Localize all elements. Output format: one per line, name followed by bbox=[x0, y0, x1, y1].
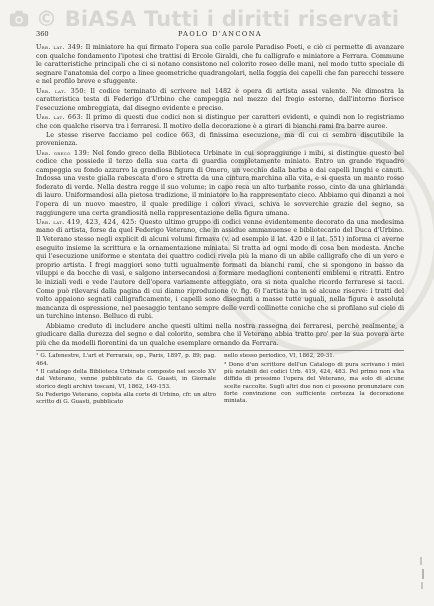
footnote: nello stesso periodico, VI, 1862, 20-31. bbox=[224, 353, 335, 360]
paragraph-lead: Urb. lat. 663: bbox=[36, 112, 84, 121]
paragraph-text: Il codice terminato di scrivere nel 1482 è opera di artista assai valente. Ne dimostra la caratteristica testa di Federigo d'Urbino che campeggia nel mezzo del fregio esterno, dall'intorno fiorisce l'esecuzione ombreggiata, dal disegno evidente e preciso. bbox=[36, 86, 404, 112]
paragraph-urb-663 bbox=[36, 113, 404, 130]
watermark-text: © BiASA Tutti i diritti riservati bbox=[36, 7, 400, 31]
paragraph-lead: Urb. greco 139: bbox=[36, 148, 90, 157]
footnotes-right-column bbox=[224, 353, 404, 407]
binding-edge-marks bbox=[418, 555, 426, 591]
footnote: ³ Dono d'un scrittore dell'un Catalogo di pura scrivano i miei più notabili dei codici Urb. 419, 424, 483. Pel primo non s'ha diffida di prossimo l'opera del Veterano, ma solo di alcune scelte raccolte. Sugli altri due non ci possono pronunziare con forte convinzione con sufficiente certezza la decorazione miniata. bbox=[224, 361, 404, 405]
footnote: ² Il catalogo della Biblioteca Urbinate composto nel secolo XV dal Veterano, venne pubblicato da G. Guasti, in Giornale storico degli archivi toscani, VI, 1862, 149-153. bbox=[36, 368, 216, 390]
paragraph-riserve bbox=[36, 131, 404, 148]
paragraph-urb-349 bbox=[36, 43, 404, 86]
footnote: ¹ G. Lafenestre, L'art et Ferrarais, op., Paris, 1897, p. 89; pag. 464. bbox=[36, 353, 216, 367]
paragraph-urb-greco-139 bbox=[36, 149, 404, 218]
page-header bbox=[36, 30, 404, 40]
paragraph-text: Abbiamo creduto di includere anche questi ultimi nella nostra rassegna dei ferraresi, perchè realmente, a giudicare dalla durezza del segno e dal colorito, sembra che il Veterano abbia tratto pro' per la sua povera arte più che da modelli fiorentini da un qualche esemplare ornando da Ferrara. bbox=[36, 321, 404, 347]
footnotes-left-column bbox=[36, 353, 216, 407]
camera-icon bbox=[8, 8, 30, 30]
paragraph-text: Nel fondo greco della Biblioteca Urbinate in cui sopraggiunge i mibi, si distingue questo bel codice che possiede il terzo della sua carta di guardia completamente miniato. Entro un grande riquadro campeggia su fondo azzurro la grandiosa figura di Omero, un vecchio dalla barba e dai capelli lunghi e canuti. Indossa una veste gialla rabescata d'oro e stretta da una cintura marchina alla vita, e si questa un manto rosso foderato di verde. Nella destra regge il suo volume; in capo reca un alto turbante rosso, cinto da una ghirlanda di lauro. Uniformandosi alla pietosa tradizione, il miniatore lo ha rappresentato cieco. Abbiamo qui dinanzi a noi l'opera di un nuovo maestro, il quale predilige i colori vivaci, schiva le sovverchie grazie del segno, sa raggiungere una certa grandiosità nella rappresentazione della figura umana. bbox=[36, 148, 404, 217]
document-page bbox=[36, 30, 404, 407]
footnote-rule bbox=[36, 350, 404, 351]
paragraph-lead: Urb. lat. 349: bbox=[36, 43, 84, 51]
paragraph-text: Questo ultimo gruppo di codici venne evidentemente decorato da una medesima mano di artista, forse da quel Federigo Veterano, che in assidue ammanuense e bibliotecario del Duca d'Urbino. Il Veterano stesso negli explicit di alcuni volumi firmava (v. ad esempio il lat. 420 e il lat. 551) informa ci averne eseguito insieme la scrittura e la ornamentazione miniata. Si tratta ad ogni modo di cosa ben modesta. Anche qui l'esecuzione uniforme e stentata dei quattro codici rivela più la mano di un abile calligrafo che di un vero e proprio artista. I fregi maggiori sono tutti ugualmente formati da bianchi rami, che si spongono in basso da viluppi e da bocche di vasi, e salgono intersecandosi a formare medaglioni contenenti emblemi e ritratti. Entro le iniziali vedi e vede l'autore dell'opera variamente atteggiato, ora si nota qualche ricordo ferrarese si tacci. Come può rilevarsi dalla pagina di cui diamo riproduzione (v. fig. 6) l'artista ha in sé alcune riserve: i tratti del volto appaiono segnati calligraficamente, i capelli sono disegnati a masse tutte uguali, nella figura è assoluta mancanza di espressione, nel paesaggio tentano sempre delle verdi collinette coniche che si profilano sul cielo di un turchino intenso. Belluco di rubi. bbox=[36, 217, 404, 321]
footnote: Su Federigo Veterano, copista alla corte di Urbino, cfr. un altro scritto di G. Guasti, pubblicato bbox=[36, 391, 216, 406]
paragraph-lead: Urb. lat. 350: bbox=[36, 86, 87, 95]
paragraph-text: Le stesse riserve facciamo pel codice 663, di finissima esecuzione, ma di cui ci sembra discutibile la provenienza. bbox=[36, 130, 404, 148]
footnotes bbox=[36, 353, 404, 407]
paragraph-lead: Urb. lat. 419, 423, 424, 425: bbox=[36, 217, 137, 226]
paragraph-text: Il miniatore ha qui firmato l'opera sua colle parole Paradiso Poeti, e ciò ci permette di avanzare con qualche fondamento l'ipotesi che trattisi di Ercole Giraldi, che fu calligrafo e miniatore a Ferrara. Commune le caratteristiche principali che ci si notano consistono nel colorito roseo delle mani, nel modo tutto speciale di segnare l'anatomia del corpo a linee geometriche quadrangolari, nella foggia dei capelli che fan parecchi tessere e nel profilo breve e sfuggente. bbox=[36, 43, 404, 86]
paragraph-text: Il primo di questi due codici non si distingue per caratteri evidenti, e quindi non lo registriamo che con qualche riserva tra i ferraresi. Il motivo della decorazione è a girari di bianchi rami fra barre auree. bbox=[36, 112, 404, 130]
page-number: 360 bbox=[36, 30, 49, 38]
paragraph-conclusion bbox=[36, 322, 404, 348]
paragraph-urb-350 bbox=[36, 87, 404, 113]
running-head: PAOLO D'ANCONA bbox=[177, 30, 263, 38]
paragraph-urb-419-425 bbox=[36, 218, 404, 321]
